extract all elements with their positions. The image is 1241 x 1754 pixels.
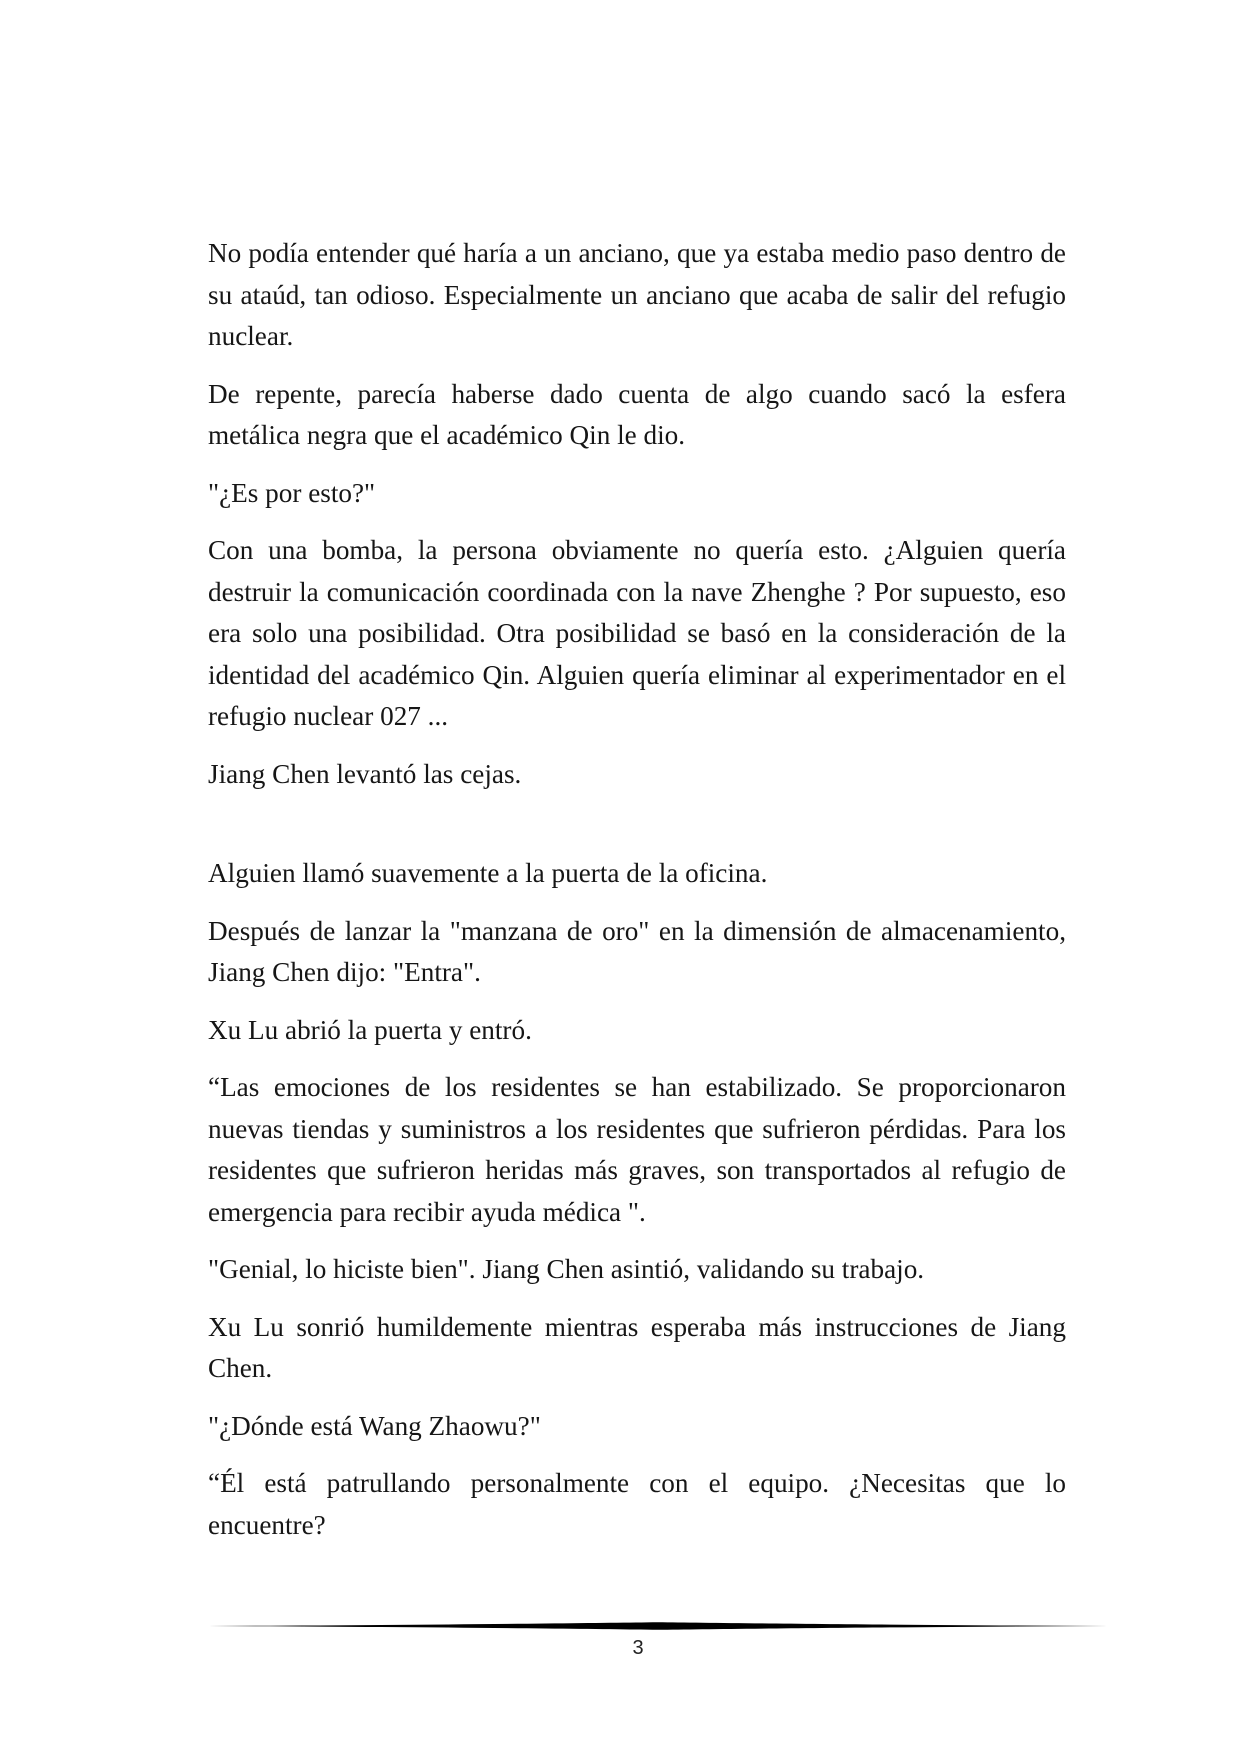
- footer-divider: [208, 1619, 1108, 1633]
- paragraph: Con una bomba, la persona obviamente no quería esto. ¿Alguien quería destruir la comunicación coordinada con la nave Zhenghe ? Por supuesto, eso era solo una posibilidad. Otra posibilidad se basó en la consideración de la identidad del académico Qin. Alguien quería eliminar al experimentador en el refugio nuclear 027 ...: [208, 535, 1066, 731]
- paragraph: Xu Lu abrió la puerta y entró.: [208, 1014, 532, 1045]
- body-text: [208, 233, 1066, 1562]
- paragraph: No podía entender qué haría a un anciano, que ya estaba medio paso dentro de su ataúd, tan odioso. Especialmente un anciano que acaba de salir del refugio nuclear.: [208, 238, 1066, 351]
- paragraph: "¿Dónde está Wang Zhaowu?": [208, 1410, 541, 1441]
- paragraph: Jiang Chen levantó las cejas.: [208, 758, 522, 789]
- paragraph: De repente, parecía haberse dado cuenta de algo cuando sacó la esfera metálica negra que el académico Qin le dio.: [208, 378, 1066, 450]
- page-number: 3: [632, 1637, 644, 1659]
- paragraph: "Genial, lo hiciste bien". Jiang Chen asintió, validando su trabajo.: [208, 1254, 925, 1284]
- paragraph: "¿Es por esto?": [208, 477, 376, 508]
- paragraph: “Las emociones de los residentes se han estabilizado. Se proporcionaron nuevas tiendas y suministros a los residentes que sufrieron pérdidas. Para los residentes que sufrieron heridas más graves, son transportados al refugio de emergencia para recibir ayuda médica ".: [208, 1072, 1066, 1227]
- paragraph: “Él está patrullando personalmente con el equipo. ¿Necesitas que lo encuentre?: [208, 1468, 1066, 1540]
- paragraph: Xu Lu sonrió humildemente mientras esperaba más instrucciones de Jiang Chen.: [208, 1311, 1066, 1383]
- paragraph: Después de lanzar la "manzana de oro" en la dimensión de almacenamiento, Jiang Chen dijo: "Entra".: [208, 915, 1066, 987]
- paragraph: Alguien llamó suavemente a la puerta de la oficina.: [208, 858, 768, 888]
